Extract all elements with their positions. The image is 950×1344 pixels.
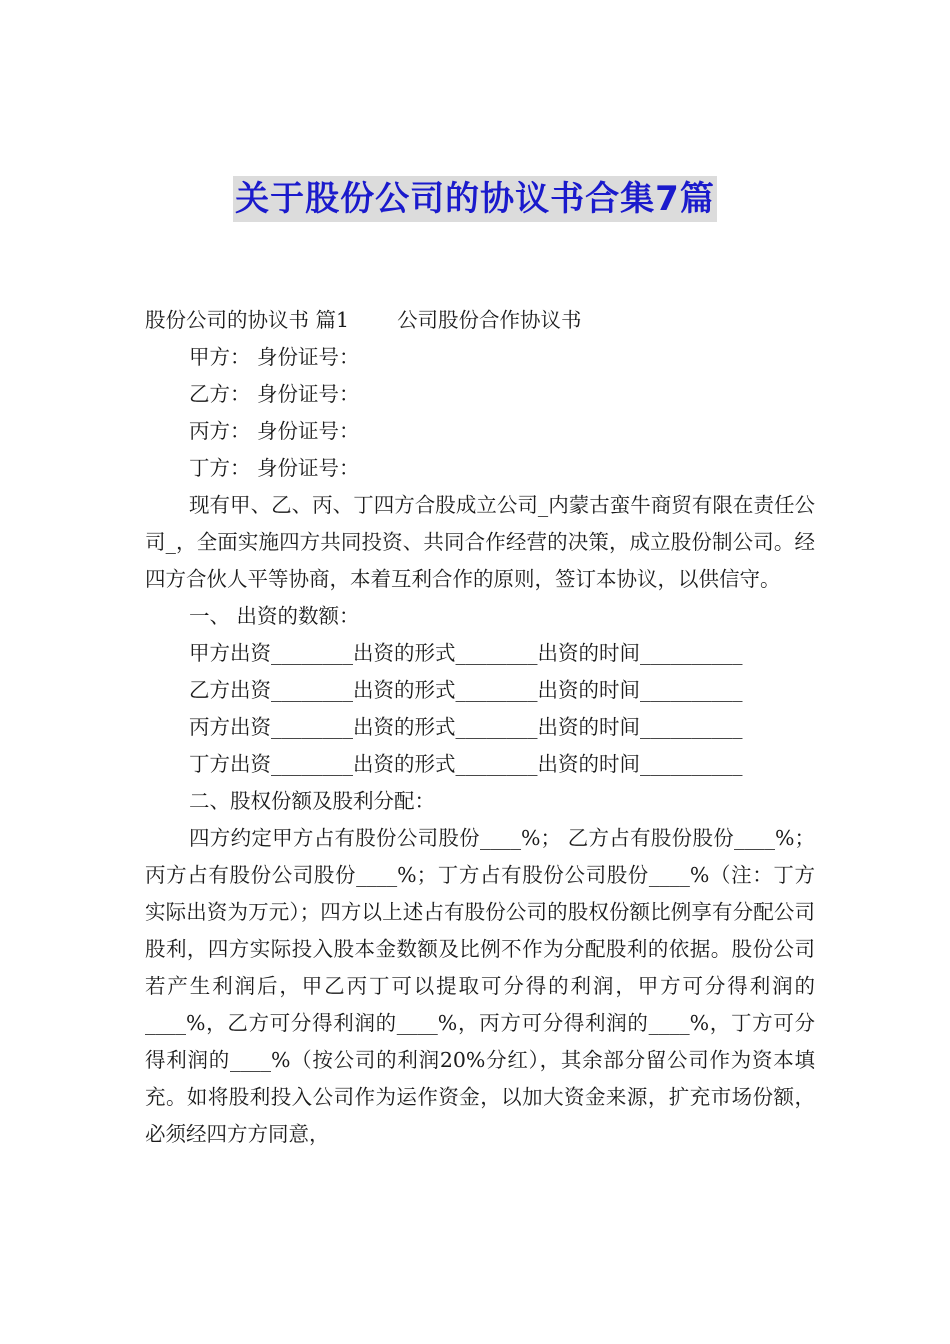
contribution-line: 丁方出资________出资的形式________出资的时间__________ — [189, 752, 743, 776]
party-line: 丁方： 身份证号： — [189, 456, 360, 480]
heading-line — [145, 302, 815, 339]
document-title: 关于股份公司的协议书合集7篇 — [233, 176, 717, 222]
section2-paragraph: 四方约定甲方占有股份公司股份____%； 乙方占有股份股份____%；丙方占有股份公司股份____%；丁方占有股份公司股份____%（注：丁方实际出资为万元）；四方以上述占有股份公司的股权份额比例享有分配公司股利，四方实际投入股本金数额及比例不作为分配股利的依据。股份公司若产生利润后，甲乙丙丁可以提取可分得的利润，甲方可分得利润的____%，乙方可分得利润的____%，丙方可分得利润的____%，丁方可分得利润的____%（按公司的利润20%分红），其余部分留公司作为资本填充。如将股利投入公司作为运作资金，以加大资金来源，扩充市场份额，必须经四方方同意， — [145, 826, 815, 1146]
party-line: 甲方： 身份证号： — [189, 345, 360, 369]
document-body — [145, 302, 815, 1153]
contribution-line: 甲方出资________出资的形式________出资的时间__________ — [189, 641, 743, 665]
intro-paragraph: 现有甲、乙、丙、丁四方合股成立公司_内蒙古蛮牛商贸有限在责任公司_，全面实施四方共同投资、共同合作经营的决策，成立股份制公司。经四方合伙人平等协商，本着互利合作的原则，签订本协议，以供信守。 — [145, 493, 815, 591]
contribution-line: 丙方出资________出资的形式________出资的时间__________ — [189, 715, 743, 739]
section1-title: 一、 出资的数额： — [189, 604, 360, 628]
agreement-title: 公司股份合作协议书 — [397, 308, 582, 332]
section-heading: 股份公司的协议书 篇1 — [145, 308, 350, 332]
party-line: 乙方： 身份证号： — [189, 382, 360, 406]
document-title-wrap — [0, 176, 950, 222]
section2-title: 二、股权份额及股利分配： — [189, 789, 435, 813]
party-line: 丙方： 身份证号： — [189, 419, 360, 443]
contribution-line: 乙方出资________出资的形式________出资的时间__________ — [189, 678, 743, 702]
